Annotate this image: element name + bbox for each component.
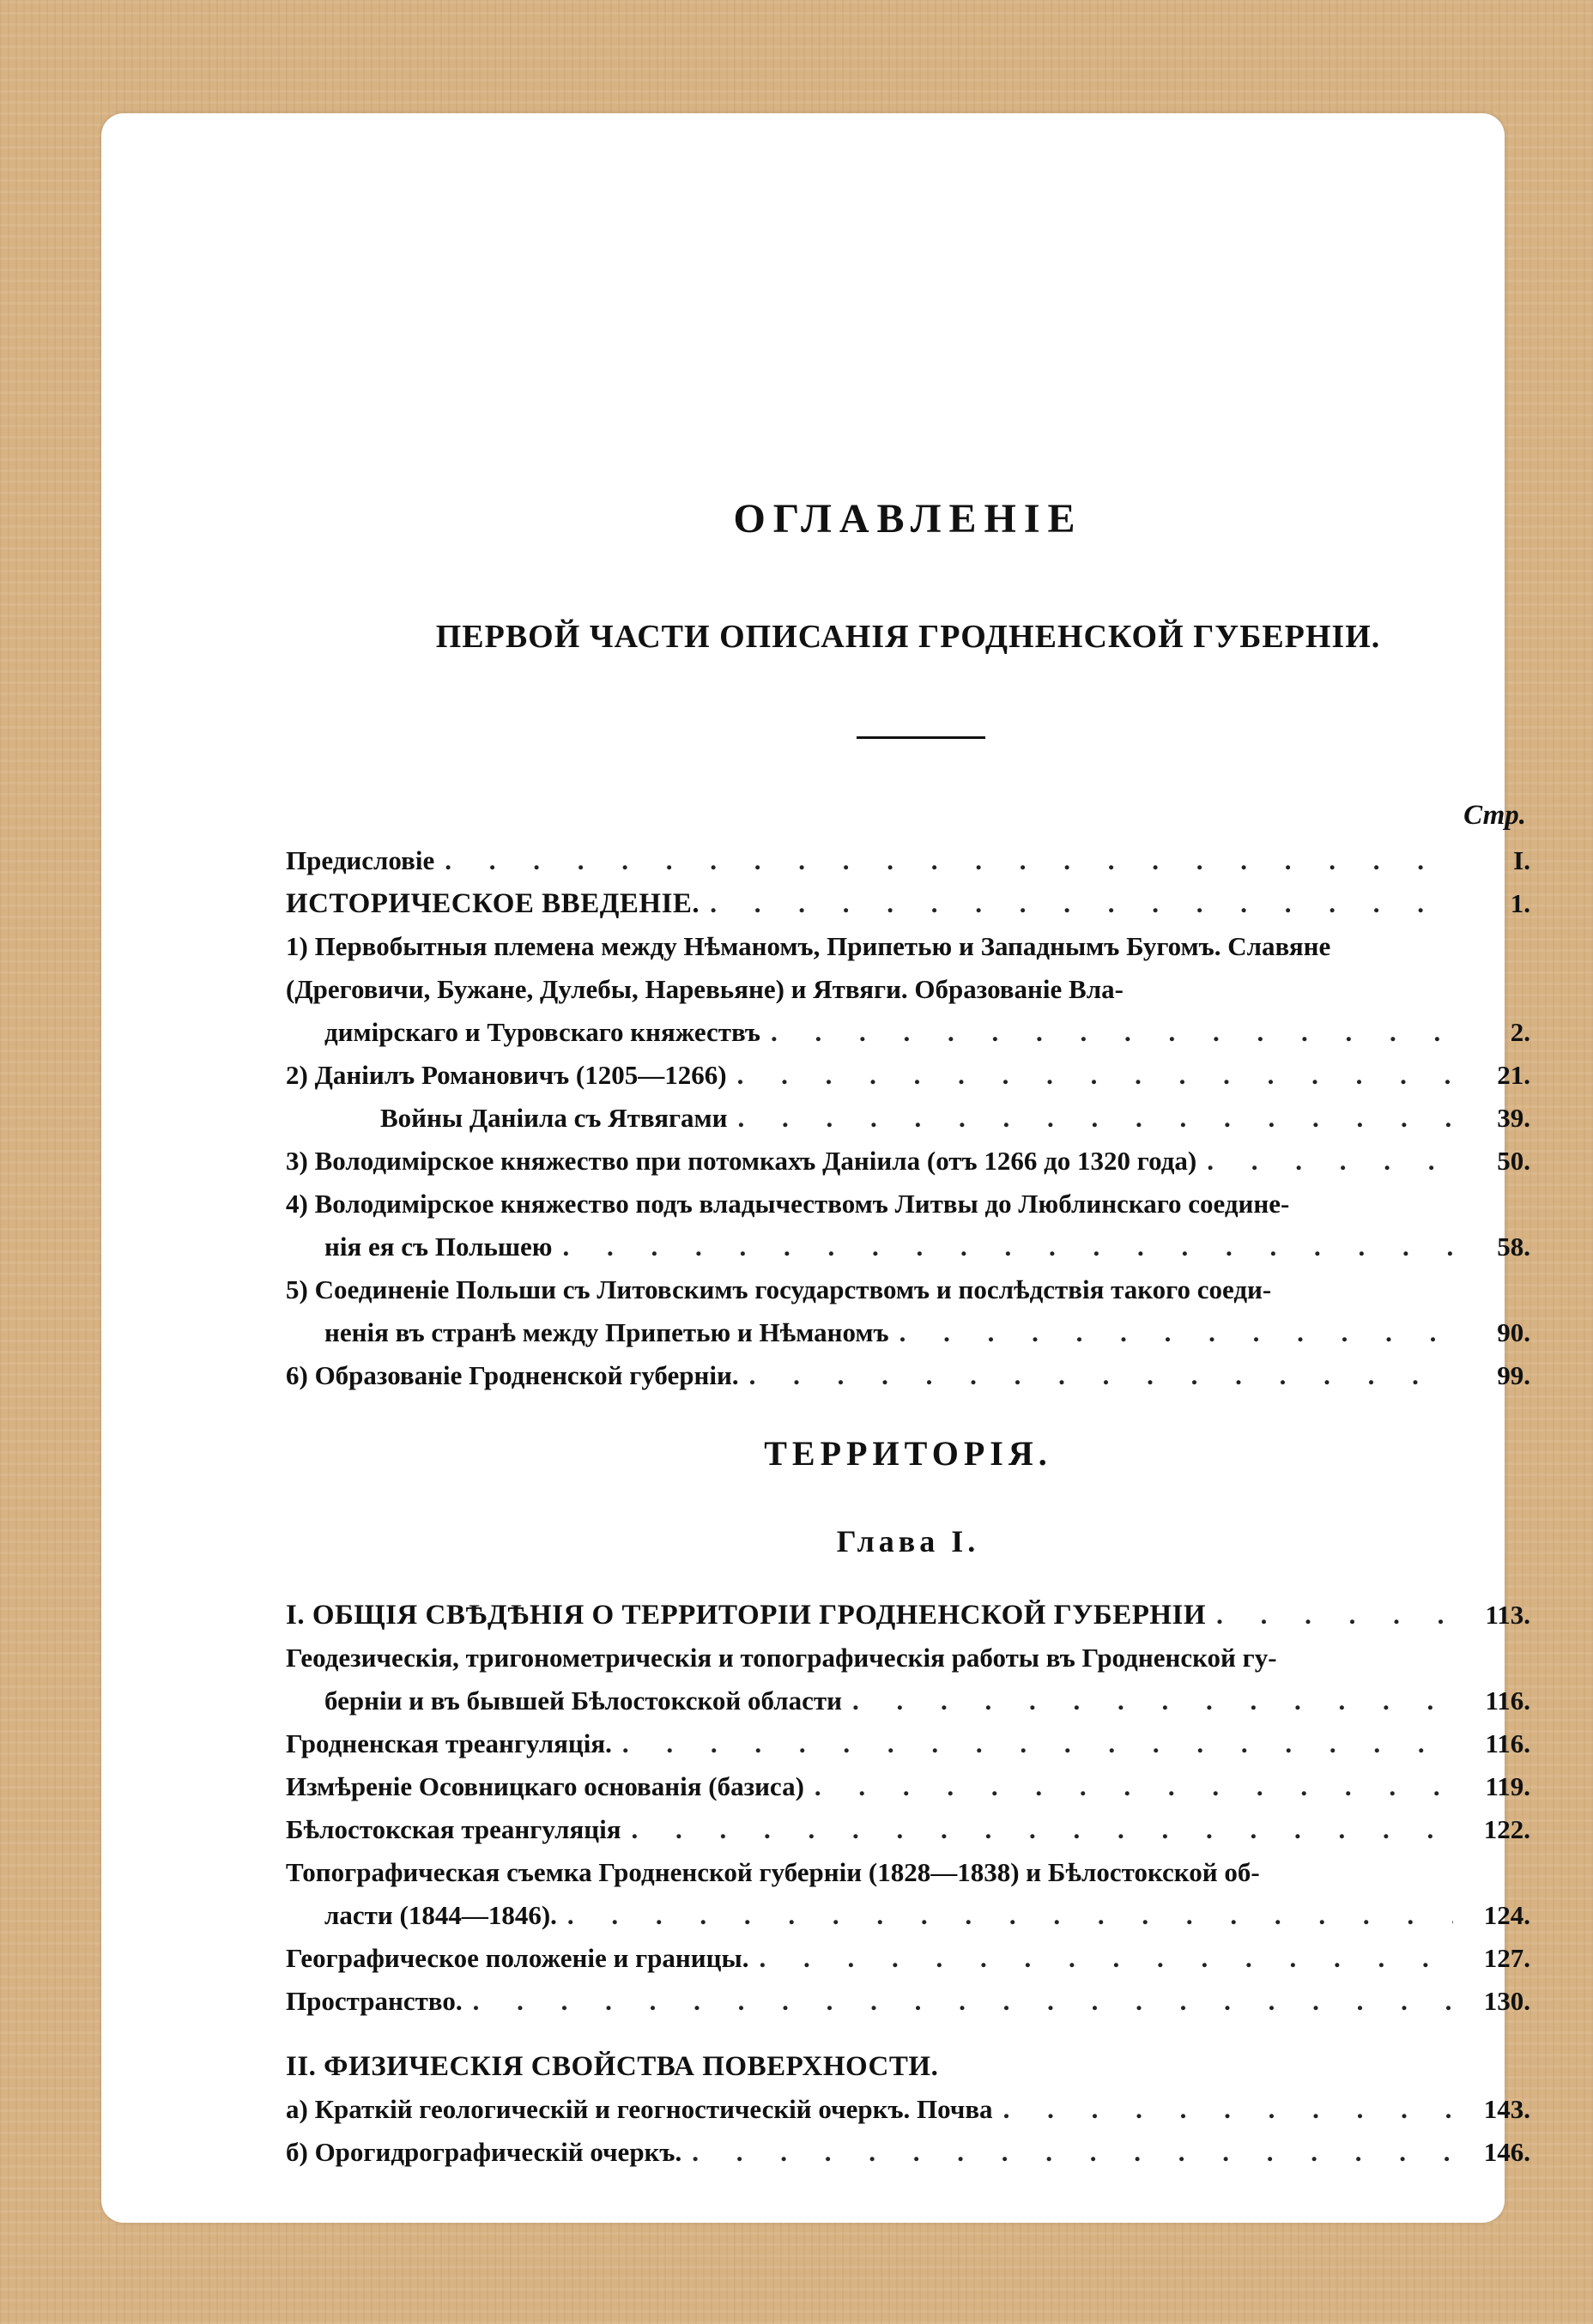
toc-entry-wrapped-text: Топографическая съемка Гродненской губерніи (1828—1838) и Бѣлостокской об- bbox=[286, 1857, 1260, 1887]
leader-dots bbox=[562, 1226, 1453, 1268]
toc-page-number: 50. bbox=[1497, 1146, 1530, 1176]
toc-entry-wrapped-text: Геодезическія, тригонометрическія и топографическія работы въ Гродненской гу- bbox=[286, 1643, 1277, 1673]
page-subtitle: ПЕРВОЙ ЧАСТИ ОПИСАНІЯ ГРОДНЕНСКОЙ ГУБЕРНІИ. bbox=[435, 619, 1381, 655]
leader-dots bbox=[445, 839, 1453, 882]
leader-dots bbox=[710, 882, 1453, 925]
leader-dots bbox=[622, 1722, 1453, 1765]
toc-entry-text: 3) Володимірское княжество при потомкахъ Даніила (отъ 1266 до 1320 года) bbox=[286, 1146, 1197, 1176]
toc-page-number: I. bbox=[1513, 845, 1530, 875]
toc-entry-grodno-formation bbox=[286, 1354, 1530, 1397]
toc-entry-text: Войны Даніила съ Ятвягами bbox=[380, 1103, 728, 1133]
title-divider bbox=[857, 736, 985, 739]
section-territory-title: ТЕРРИТОРІЯ. bbox=[764, 1434, 1052, 1473]
leader-dots bbox=[737, 1054, 1453, 1097]
leader-dots bbox=[567, 1894, 1453, 1937]
leader-dots bbox=[1003, 2088, 1453, 2131]
toc-entry-wrapped-text: 4) Володимірское княжество подъ владычествомъ Литвы до Люблинскаго соедине- bbox=[286, 1189, 1290, 1219]
toc-page-number: 124. bbox=[1483, 1900, 1530, 1930]
toc-page-number: 119. bbox=[1485, 1771, 1530, 1801]
leader-dots bbox=[632, 1808, 1453, 1851]
toc-entry-wrapped-text: 1) Первобытныя племена между Нѣманомъ, Припетью и Западнымъ Бугомъ. Славяне (Дреговичи, Бужане, Дулебы, Наревьяне) и Ятвяги. Образованіе Вла- bbox=[286, 931, 1331, 1004]
toc-page-number: 113. bbox=[1485, 1600, 1530, 1630]
toc-entry-volodimir-lithuania bbox=[286, 1183, 1530, 1268]
toc-entry-primeval-tribes bbox=[286, 925, 1530, 1054]
toc-entry-wrapped-text: 5) Соединеніе Польши съ Литовскимъ государствомъ и послѣдствія такого соеди- bbox=[286, 1274, 1272, 1304]
toc-page-number: 21. bbox=[1497, 1060, 1530, 1090]
document-page bbox=[101, 113, 1530, 2223]
toc-entry-geological-sketch bbox=[286, 2088, 1530, 2131]
toc-entry-text: Пространство. bbox=[286, 1986, 463, 2016]
toc-entry-text: 2) Даніилъ Романовичъ (1205—1266) bbox=[286, 1060, 727, 1090]
toc-entry-orohydrographic-sketch bbox=[286, 2131, 1530, 2174]
toc-entry-text: Измѣреніе Осовницкаго основанія (базиса) bbox=[286, 1771, 804, 1801]
toc-entry-text: Предисловіе bbox=[286, 845, 435, 875]
toc-entry-text: а) Краткій геологическій и геогностическій очеркъ. Почва bbox=[286, 2094, 993, 2124]
leader-dots bbox=[771, 1011, 1453, 1054]
toc-page-number: 99. bbox=[1497, 1360, 1530, 1390]
toc-entry-historical-intro bbox=[286, 882, 1530, 925]
toc-page-number: 116. bbox=[1485, 1686, 1530, 1716]
toc-page-number: 58. bbox=[1497, 1232, 1530, 1262]
toc-page-number: 143. bbox=[1483, 2094, 1530, 2124]
section-gap bbox=[286, 2023, 1530, 2045]
toc-entry-text: Гродненская треангуляція. bbox=[286, 1728, 612, 1758]
toc-entry-poland-lithuania-union bbox=[286, 1268, 1530, 1354]
toc-page-number: 122. bbox=[1483, 1814, 1530, 1844]
subsection-physical-title: II. ФИЗИЧЕСКІЯ СВОЙСТВА ПОВЕРХНОСТИ. bbox=[286, 2051, 939, 2082]
leader-dots bbox=[899, 1311, 1453, 1354]
page-title: ОГЛАВЛЕНІЕ bbox=[733, 496, 1083, 542]
leader-dots bbox=[692, 2131, 1453, 2174]
toc-page-number: 127. bbox=[1483, 1943, 1530, 1973]
toc-entry-text: ИСТОРИЧЕСКОЕ ВВЕДЕНІЕ. bbox=[286, 888, 700, 919]
leader-dots bbox=[738, 1097, 1453, 1140]
toc-page-number: 90. bbox=[1497, 1317, 1530, 1347]
leader-dots bbox=[815, 1765, 1453, 1808]
toc-entry-text: нія ея съ Польшею bbox=[324, 1232, 553, 1262]
toc-page-number: 2. bbox=[1510, 1017, 1530, 1047]
leader-dots bbox=[1207, 1140, 1453, 1183]
chapter-title: Глава I. bbox=[836, 1524, 980, 1558]
toc-entry-volodimir-descendants bbox=[286, 1140, 1530, 1183]
leader-dots bbox=[759, 1937, 1453, 1980]
toc-entry-grodno-triangulation bbox=[286, 1722, 1530, 1765]
leader-dots bbox=[749, 1354, 1453, 1397]
toc-entry-text: I. ОБЩІЯ СВѢДѢНІЯ О ТЕРРИТОРІИ ГРОДНЕНСКОЙ ГУБЕРНІИ bbox=[286, 1600, 1207, 1631]
leader-dots bbox=[852, 1679, 1453, 1722]
toc-page-number: 39. bbox=[1497, 1103, 1530, 1133]
toc-part-1 bbox=[286, 839, 1530, 1397]
toc-entry-geographic-position bbox=[286, 1937, 1530, 1980]
toc-entry-general-info bbox=[286, 1594, 1530, 1637]
toc-entry-text: ненія въ странѣ между Припетью и Нѣманомъ bbox=[324, 1317, 889, 1347]
toc-entry-geodetic-works bbox=[286, 1637, 1530, 1722]
toc-entry-topographic-survey bbox=[286, 1851, 1530, 1937]
toc-page-number: 130. bbox=[1483, 1986, 1530, 2016]
toc-entry-text: ласти (1844—1846). bbox=[324, 1900, 557, 1930]
toc-entry-daniel-wars bbox=[286, 1097, 1530, 1140]
toc-page-number: 1. bbox=[1510, 888, 1530, 918]
leader-dots bbox=[1216, 1594, 1453, 1637]
toc-page-number: 146. bbox=[1483, 2137, 1530, 2167]
toc-entry-bialystok-triangulation bbox=[286, 1808, 1530, 1851]
toc-entry-text: димірскаго и Туровскаго княжествъ bbox=[324, 1017, 760, 1047]
toc-entry-text: Бѣлостокская треангуляція bbox=[286, 1814, 621, 1844]
toc-part-2 bbox=[286, 1594, 1530, 2174]
toc-entry-preface bbox=[286, 839, 1530, 882]
page-column-header: Стр. bbox=[1463, 800, 1526, 831]
toc-entry-text: б) Орогидрографическій очеркъ. bbox=[286, 2137, 682, 2167]
toc-entry-daniel-romanovich bbox=[286, 1054, 1530, 1097]
leader-dots bbox=[473, 1980, 1453, 2023]
toc-entry-text: берніи и въ бывшей Бѣлостокской области bbox=[324, 1686, 843, 1716]
toc-entry-text: Географическое положеніе и границы. bbox=[286, 1943, 749, 1973]
toc-entry-text: 6) Образованіе Гродненской губерніи. bbox=[286, 1360, 739, 1390]
toc-page-number: 116. bbox=[1485, 1728, 1530, 1758]
toc-entry-baseline-measurement bbox=[286, 1765, 1530, 1808]
toc-entry-area bbox=[286, 1980, 1530, 2023]
